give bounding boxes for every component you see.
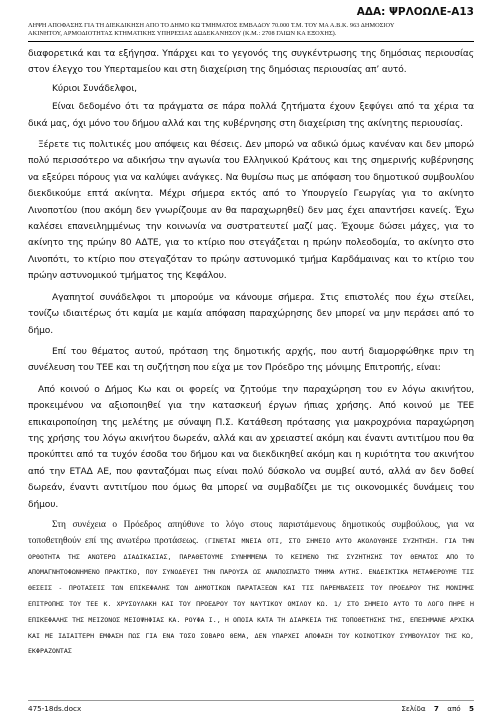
page-counter [395, 704, 474, 713]
file-name: 475-18ds.docx [28, 704, 82, 713]
document-header [28, 22, 474, 42]
discussion-note: (ΓΙΝΕΤΑΙ ΜΝΕΙΑ ΟΤΙ, ΣΤΟ ΣΗΜΕΙΟ ΑΥΤΟ ΑΚΟΛΟΥΘΗΣΕ ΣΥΖΗΤΗΣΗ. ΓΙΑ ΤΗΝ ΟΡΘΟΤΗΤΑ ΤΗΣ ΑΝΩΤΕΡΩ ΔΙΑΔΙΚΑΣΙΑΣ, ΠΑΡΑΘΕΤΟΥΜΕ ΣΥΝΗΜΜΕΝΑ ΤΟ ΚΕΙΜΕΝΟ ΤΗΣ ΣΥΖΗΤΗΣΗΣ ΤΟΥ ΘΕΜΑΤΟΣ ΑΠΟ ΤΟ ΑΠΟΜΑΓΝΗΤΟΦΩΝΗΜΕΝΟ ΠΡΑΚΤΙΚΟ, ΠΟΥ ΣΥΝΟΔΕΥΕΙ ΤΗΝ ΠΑΡΟΥΣΑ ΩΣ ΑΝΑΠΟΣΠΑΣΤΟ ΤΜΗΜΑ ΑΥΤΗΣ. ΕΝΔΕΙΚΤΙΚΑ ΜΕΤΑΦΕΡΟΥΜΕ ΤΙΣ ΘΕΣΕΙΣ - ΠΡΟΤΑΣΕΙΣ ΤΩΝ ΕΠΙΚΕΦΑΛΗΣ ΤΩΝ ΔΗΜΟΤΙΚΩΝ ΠΑΡΑΤΑΞΕΩΝ ΚΑΙ ΤΙΣ ΠΑΡΕΜΒΑΣΕΙΣ ΤΟΥ ΠΡΟΕΔΡΟΥ ΤΗΣ ΜΟΝΙΜΗΣ ΕΠΙΤΡΟΠΗΣ ΤΟΥ ΤΕΕ Κ. ΧΡΥΣΟΥΛΑΚΗ ΚΑΙ ΤΟΥ ΠΡΟΕΔΡΟΥ ΤΟΥ ΝΑΥΤΙΚΟΥ ΟΜΙΛΟΥ ΚΩ. 1/ ΣΤΟ ΣΗΜΕΙΟ ΑΥΤΟ ΤΟ ΛΟΓΟ ΠΗΡΕ Η ΕΠΙΚΕΦΑΛΗΣ ΤΗΣ ΜΕΙΖΟΝΟΣ ΜΕΙΟΨΗΦΙΑΣ ΚΑ. ΡΟΥΦΑ Ι., Η ΟΠΟΙΑ ΚΑΤΑ ΤΗ ΔΙΑΡΚΕΙΑ ΤΗΣ ΤΟΠΟΘΕΤΗΣΗΣ ΤΗΣ, ΕΠΕΣΗΜΑΝΕ ΑΡΧΙΚΑ ΚΑΙ ΜΕ ΙΔΙΑΙΤΕΡΗ ΕΜΦΑΣΗ ΠΩΣ ΓΙΑ ΕΝΑ ΤΟΣΟ ΣΟΒΑΡΟ ΘΕΜΑ, ΔΕΝ ΥΠΑΡΧΕΙ ΑΠΟΦΑΣΗ ΤΟΥ ΚΟΙΝΟΤΙΚΟΥ ΣΥΜΒΟΥΛΙΟΥ ΤΗΣ ΚΩ, ΕΚΦΡΑΖΟΝΤΑΣ [28, 536, 474, 656]
paragraph-discussion [28, 518, 474, 660]
header-line-1: ΛΗΨΗ ΑΠΟΦΑΣΗΣ ΓΙΑ ΤΗ ΔΙΕΚΔΙΚΗΣΗ ΑΠΟ ΤΟ ΔΗΜΟ ΚΩ ΤΜΗΜΑΤΟΣ ΕΜΒΑΔΟΥ 70.000 Τ.Μ. ΤΟΥ ΜΑ Α.Β.Κ. 963 ΔΗΜΟΣΙΟΥ [28, 22, 395, 29]
paragraph-salutation: Κύριοι Συνάδελφοι, [52, 83, 137, 94]
page-label: Σελίδα [401, 704, 426, 713]
discussion-intro: Στη συνέχεια ο Πρόεδρος απηύθυνε το λόγο στους παριστάμενους δημοτικούς συμβούλους, για να τοποθετηθούν επί της ανωτέρω προτάσεως. [28, 519, 474, 546]
paragraph-3: Ξέρετε τις πολιτικές μου απόψεις και θέσεις. Δεν μπορώ να αδικώ όμως κανέναν και δεν μπορώ πολύ περισσότερο να αδικήσω την αγωνία του Ελληνικού Κράτους και της σημερινής κυβέρνησης να εξεύρει πόρους για να καλύψει ανάγκες. Να θυμίσω πως με απόφαση του δημοτικού συμβουλίου διεκδικούμε επτά ακίνητα. Μέχρι σήμερα εκτός από το Υπουργείο Γεωργίας για το ακίνητο Λινοποτίου (που ακόμη δεν γνωρίζουμε αν θα παραχωρηθεί) δεν μας έχει απαντήσει κανείς. Έχω καλέσει επανειλημμένως την κοινωνία να συστρατευτεί μαζί μας. Έχουμε δώσει μάχες, για το ακίνητο της πρώην 80 ΑΔΤΕ, για το κτίριο που στεγάζεται η πρώην πολεοδομία, το ακίνητο στο Λινοπότι, το κτίριο που στεγαζόταν το πρώην αστυνομικό τμήμα Καρδάμαινας και το κτίριο του πρώην αστυνομικού τμήματος της Κεφάλου. [28, 140, 474, 282]
paragraph-5: Επί του θέματος αυτού, πρόταση της δημοτικής αρχής, που αυτή διαμορφώθηκε πριν τη συνέλευση του ΤΕΕ και τη συζήτηση που είχα με τον Πρόεδρο της μόνιμης Επιτροπής, είναι: [28, 346, 474, 374]
page-number: 7 [433, 704, 439, 713]
paragraph-2: Είναι δεδομένο ότι τα πράγματα σε πάρα πολλά ζητήματα έχουν ξεφύγει από τα χέρια τα δικά μας, όχι μόνο του δήμου αλλά και της κυβέρνησης στη διαχείριση της ακίνητης περιουσίας. [28, 102, 474, 129]
page-footer [28, 700, 474, 713]
header-line-2: ΑΚΙΝΗΤΟΥ, ΑΡΜΟΔΙΟΤΗΤΑΣ ΚΤΗΜΑΤΙΚΗΣ ΥΠΗΡΕΣΙΑΣ ΔΩΔΕΚΑΝΗΣΟΥ (Κ.Μ.: 2708 ΓΑΙΩΝ ΚΑ ΕΞΟΧΗΣ). [28, 30, 337, 37]
paragraph-6: Από κοινού ο Δήμος Κω και οι φορείς να ζητούμε την παραχώρηση του εν λόγω ακινήτου, προκειμένου να αξιοποιηθεί για την κατασκευή έργων ήπιας χρήσης. Από κοινού με ΤΕΕ επικαιροποίηση της μελέτης με σύναψη Π.Σ. Κατάθεση πρότασης για μακροχρόνια παραχώρηση της χρήσης του λόγω ακινήτου δωρεάν, αλλά και αν χρειαστεί ακόμη και έναντι αντιτίμου που θα προκύπτει από τα τυχόν έσοδα του δήμου και να διεκδικηθεί ακόμη και η κυριότητα του ακινήτου από την ΕΤΑΔ ΑΕ, που φανταζόμαι πως είναι πολύ δύσκολο να συμβεί αυτό, αλλά αν δεν δοθεί δωρεάν, έναντι αντιτίμου που όμως θα μπορεί να συμβαδίζει με τις οικονομικές δυνάμεις του δήμου. [28, 384, 474, 510]
of-label: από [447, 704, 461, 713]
paragraph-1: διαφορετικά και τα εξήγησα. Υπάρχει και το γεγονός της συγκέντρωσης της δημόσιας περιουσίας στον έλεγχο του Υπερταμείου και στη διαχείριση της δημόσιας περιουσίας απ’ αυτό. [28, 49, 474, 76]
paragraph-4: Αγαπητοί συνάδελφοι τι μπορούμε να κάνουμε σήμερα. Στις επιστολές που έχω στείλει, τονίζω ιδιαιτέρως ότι καμία με καμία απόφαση παραχώρησης δεν μπορεί να μην περάσει από το δήμο. [28, 292, 474, 336]
page-total: 5 [468, 704, 474, 713]
ada-code: ΑΔΑ: ΨΡΛΟΩΛΕ-Α13 [356, 6, 474, 18]
document-body [28, 46, 474, 660]
